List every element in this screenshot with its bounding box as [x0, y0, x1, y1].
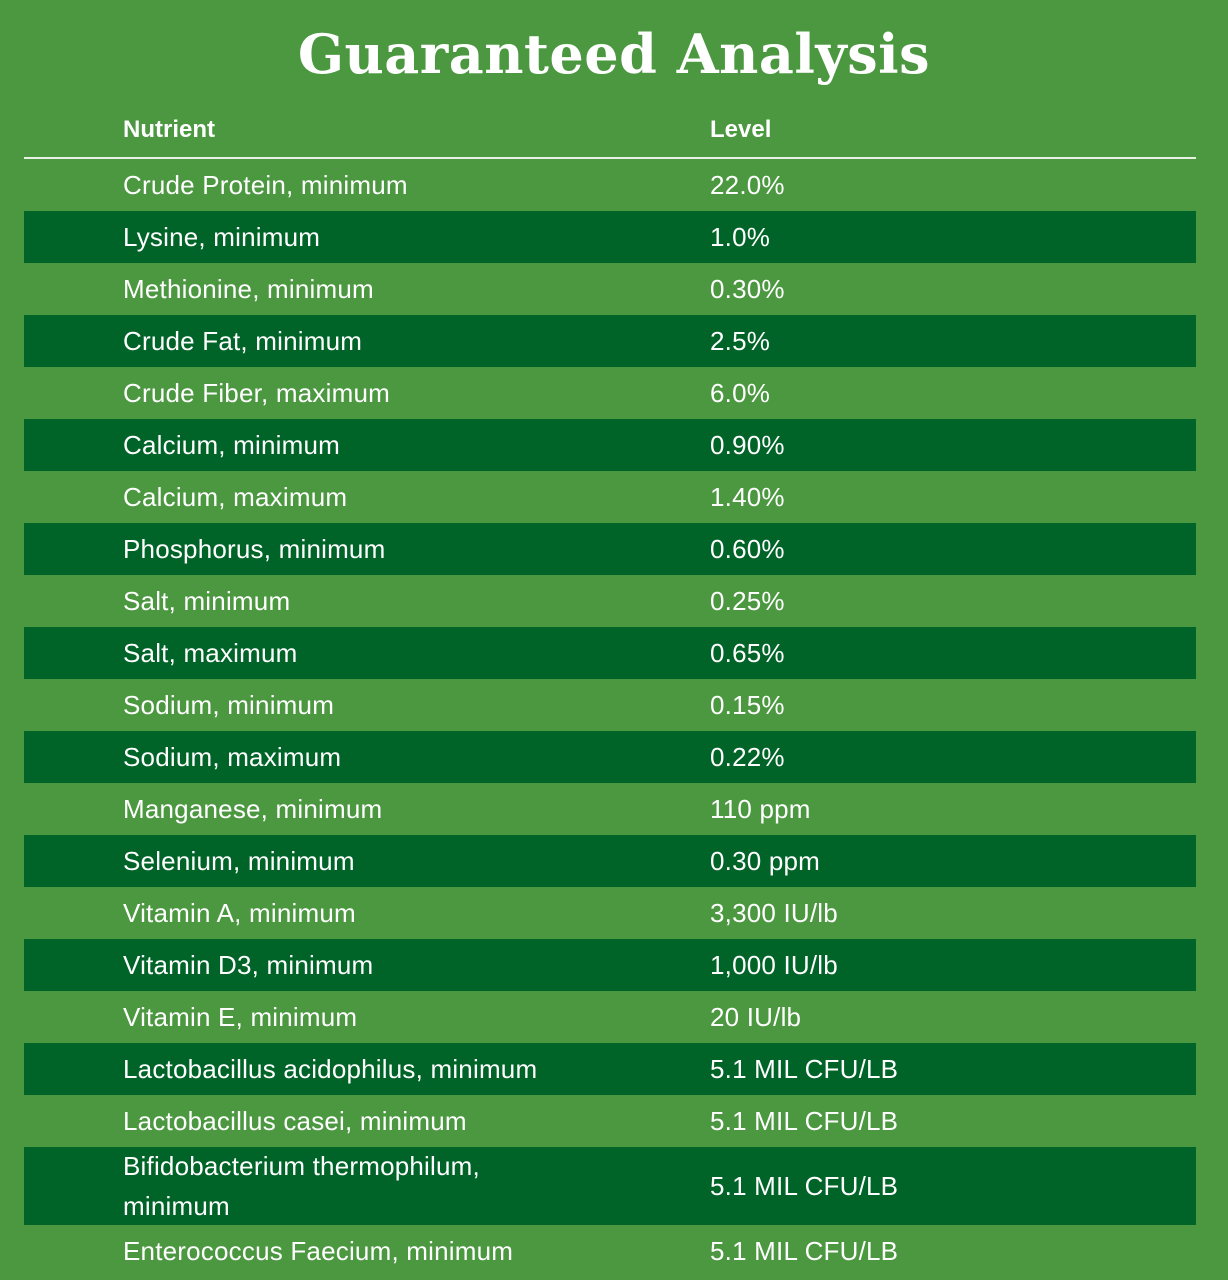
level-cell: 5.1 MIL CFU/LB [710, 1054, 899, 1084]
level-cell: 3,300 IU/lb [710, 898, 838, 928]
table-row [24, 575, 1196, 627]
table-row [24, 679, 1196, 731]
level-cell: 1.40% [710, 482, 785, 512]
level-cell: 1,000 IU/lb [710, 950, 838, 980]
table-row [24, 1095, 1196, 1147]
table-row [24, 783, 1196, 835]
nutrient-cell: Lysine, minimum [123, 222, 321, 252]
level-cell: 2.5% [710, 326, 771, 356]
table-row [24, 159, 1196, 211]
level-cell: 5.1 MIL CFU/LB [710, 1236, 899, 1266]
table-row [24, 419, 1196, 471]
column-header-nutrient: Nutrient [123, 116, 215, 143]
table-row [24, 1147, 1196, 1225]
nutrient-cell: Calcium, minimum [123, 430, 341, 460]
level-cell: 0.25% [710, 586, 785, 616]
table-row [24, 471, 1196, 523]
table-row [24, 263, 1196, 315]
nutrient-cell: Lactobacillus acidophilus, minimum [123, 1054, 538, 1084]
nutrient-cell: Sodium, maximum [123, 742, 342, 772]
nutrient-cell: Crude Protein, minimum [123, 170, 408, 200]
nutrient-cell: Vitamin A, minimum [123, 898, 356, 928]
nutrient-cell: Crude Fat, minimum [123, 326, 363, 356]
nutrient-cell: Sodium, minimum [123, 690, 335, 720]
level-cell: 0.65% [710, 638, 785, 668]
nutrient-cell: Manganese, minimum [123, 794, 383, 824]
nutrient-cell: Lactobacillus casei, minimum [123, 1106, 467, 1136]
table-row [24, 211, 1196, 263]
nutrient-table [24, 108, 1196, 1277]
nutrient-cell: Enterococcus Faecium, minimum [123, 1236, 514, 1266]
level-cell: 110 ppm [710, 794, 811, 824]
level-cell: 0.15% [710, 690, 785, 720]
level-cell: 22.0% [710, 170, 785, 200]
nutrient-cell: Selenium, minimum [123, 846, 355, 876]
nutrient-cell: Bifidobacterium thermophilum, minimum [123, 1151, 480, 1221]
table-row [24, 627, 1196, 679]
nutrient-cell: Calcium, maximum [123, 482, 348, 512]
column-header-level: Level [710, 116, 772, 143]
nutrient-cell: Phosphorus, minimum [123, 534, 386, 564]
table-row [24, 991, 1196, 1043]
nutrient-cell: Salt, maximum [123, 638, 298, 668]
level-cell: 0.90% [710, 430, 785, 460]
table-row [24, 315, 1196, 367]
level-cell: 0.60% [710, 534, 785, 564]
level-cell: 6.0% [710, 378, 771, 408]
nutrient-cell: Vitamin D3, minimum [123, 950, 374, 980]
level-cell: 5.1 MIL CFU/LB [710, 1106, 899, 1136]
nutrient-cell: Salt, minimum [123, 586, 291, 616]
table-header [24, 108, 1196, 159]
level-cell: 20 IU/lb [710, 1002, 802, 1032]
table-row [24, 523, 1196, 575]
level-cell: 5.1 MIL CFU/LB [710, 1171, 899, 1201]
nutrient-cell: Methionine, minimum [123, 274, 374, 304]
nutrient-cell: Crude Fiber, maximum [123, 378, 390, 408]
table-row [24, 835, 1196, 887]
table-row [24, 1225, 1196, 1277]
table-row [24, 887, 1196, 939]
table-row [24, 1043, 1196, 1095]
level-cell: 0.30% [710, 274, 785, 304]
level-cell: 1.0% [710, 222, 771, 252]
table-row [24, 731, 1196, 783]
level-cell: 0.22% [710, 742, 785, 772]
level-cell: 0.30 ppm [710, 846, 821, 876]
page-title: Guaranteed Analysis [297, 22, 931, 86]
nutrient-cell: Vitamin E, minimum [123, 1002, 358, 1032]
table-row [24, 939, 1196, 991]
table-row [24, 367, 1196, 419]
